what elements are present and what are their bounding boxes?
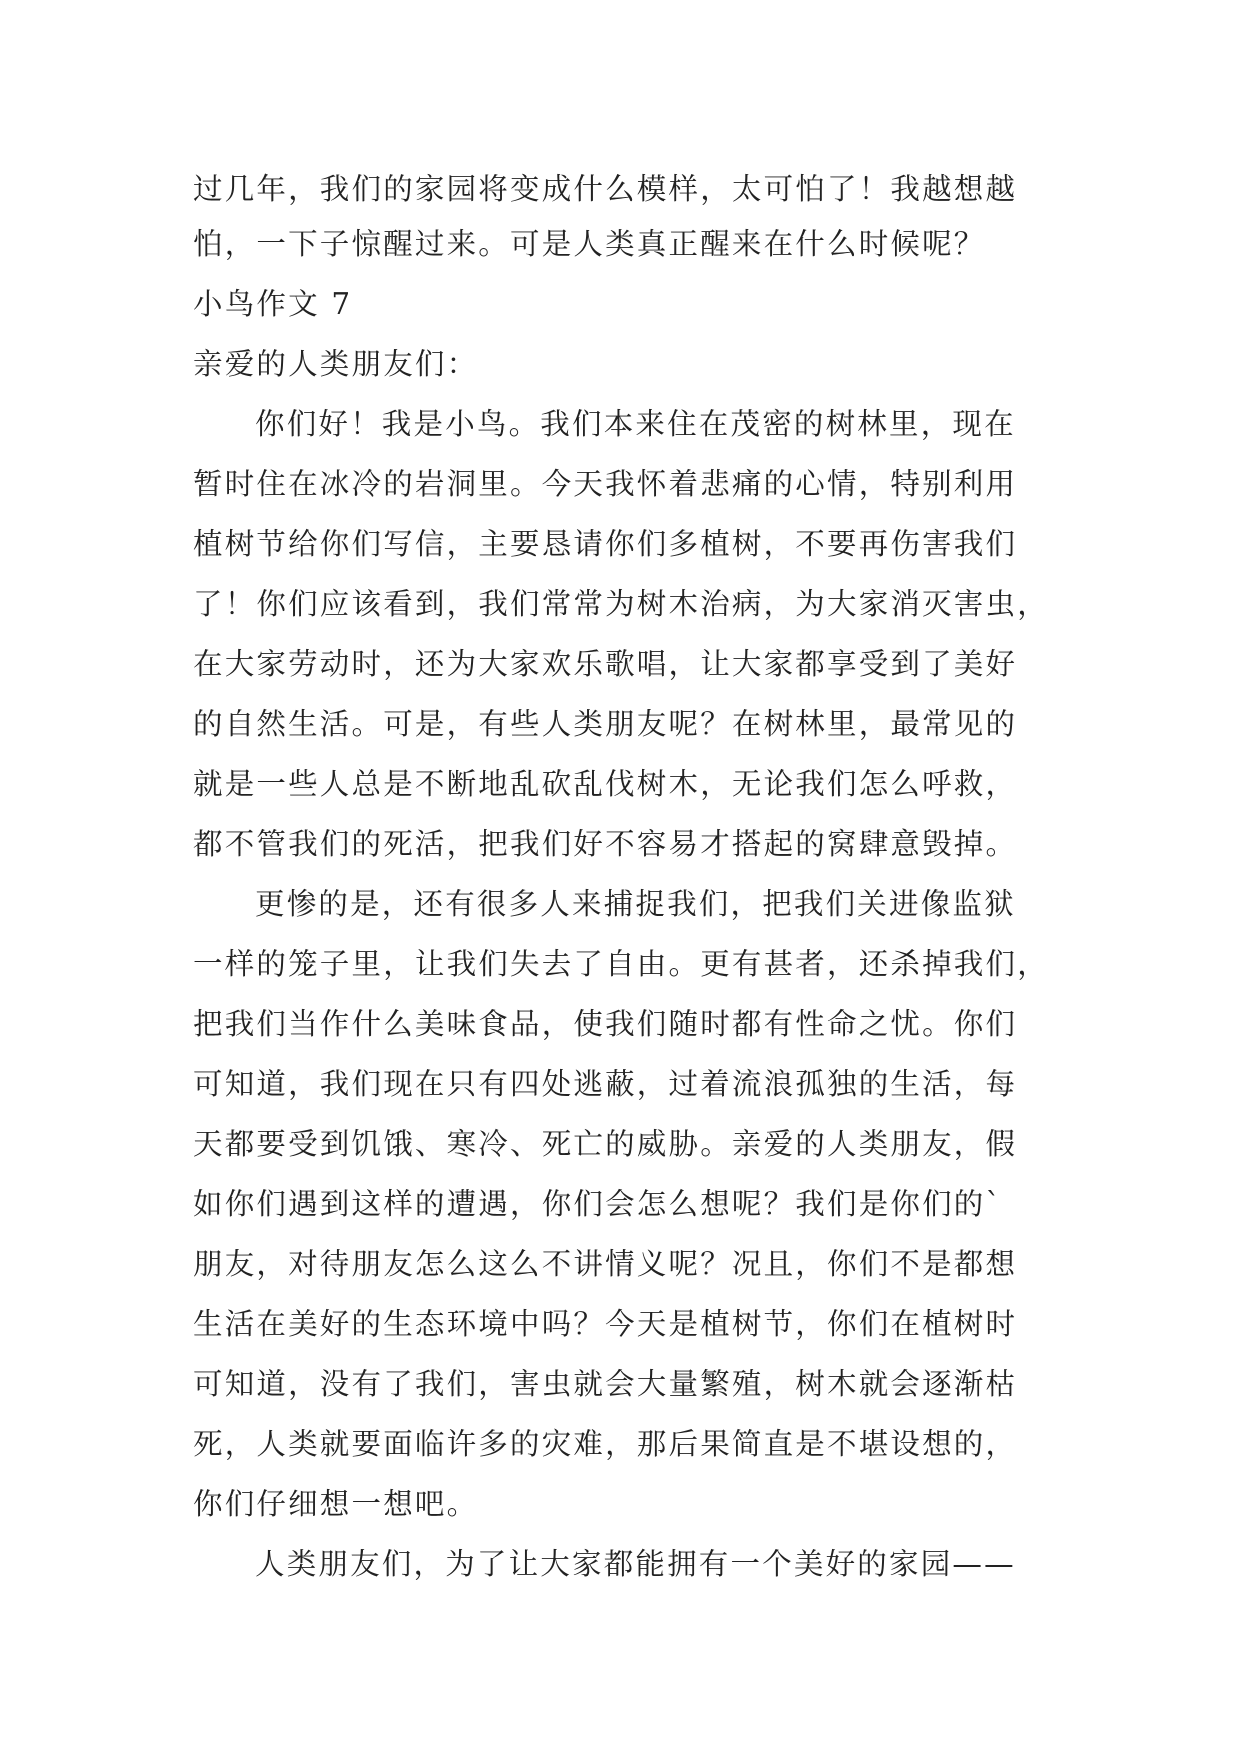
paragraph-line: 把我们当作什么美味食品，使我们随时都有性命之忧。你们	[193, 1007, 1018, 1041]
paragraph-line: 植树节给你们写信，主要恳请你们多植树，不要再伤害我们	[193, 527, 1018, 561]
paragraph-line: 的自然生活。可是，有些人类朋友呢？在树林里，最常见的	[193, 707, 1018, 741]
letter-salutation: 亲爱的人类朋友们：	[193, 347, 479, 381]
paragraph-line: 了！你们应该看到，我们常常为树木治病，为大家消灭害虫，	[193, 587, 1049, 621]
paragraph-line: 生活在美好的生态环境中吗？今天是植树节，你们在植树时	[193, 1307, 1018, 1341]
paragraph-line: 你们仔细想一想吧。	[193, 1487, 479, 1521]
paragraph-line: 更惨的是，还有很多人来捕捉我们，把我们关进像监狱	[255, 887, 1016, 921]
paragraph-line: 过几年，我们的家园将变成什么模样，太可怕了！我越想越	[193, 172, 1018, 206]
paragraph-line: 都不管我们的死活，把我们好不容易才搭起的窝肆意毁掉。	[193, 827, 1018, 861]
paragraph-line: 如你们遇到这样的遭遇，你们会怎么想呢？我们是你们的`	[193, 1187, 1003, 1221]
paragraph-line: 可知道，我们现在只有四处逃蔽，过着流浪孤独的生活，每	[193, 1067, 1018, 1101]
paragraph-line: 死，人类就要面临许多的灾难，那后果简直是不堪设想的，	[193, 1427, 1018, 1461]
paragraph-line: 一样的笼子里，让我们失去了自由。更有甚者，还杀掉我们，	[193, 947, 1049, 981]
paragraph-line: 天都要受到饥饿、寒冷、死亡的威胁。亲爱的人类朋友，假	[193, 1127, 1018, 1161]
paragraph-line: 怕，一下子惊醒过来。可是人类真正醒来在什么时候呢？	[193, 227, 986, 261]
paragraph-line: 就是一些人总是不断地乱砍乱伐树木，无论我们怎么呼救，	[193, 767, 1018, 801]
paragraph-line: 朋友，对待朋友怎么这么不讲情义呢？况且，你们不是都想	[193, 1247, 1018, 1281]
paragraph-line: 人类朋友们，为了让大家都能拥有一个美好的家园——	[255, 1547, 1016, 1581]
paragraph-line: 暂时住在冰冷的岩洞里。今天我怀着悲痛的心情，特别利用	[193, 467, 1018, 501]
paragraph-line: 可知道，没有了我们，害虫就会大量繁殖，树木就会逐渐枯	[193, 1367, 1018, 1401]
paragraph-line: 你们好！我是小鸟。我们本来住在茂密的树林里，现在	[255, 407, 1016, 441]
paragraph-line: 在大家劳动时，还为大家欢乐歌唱，让大家都享受到了美好	[193, 647, 1018, 681]
section-title: 小鸟作文 7	[193, 287, 353, 321]
